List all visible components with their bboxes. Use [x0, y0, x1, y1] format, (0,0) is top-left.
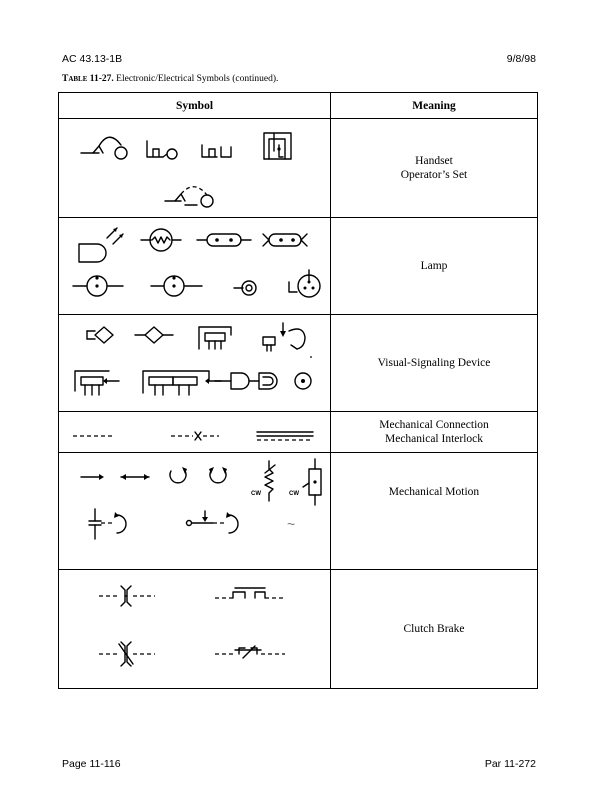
- meaning-line: Mechanical Connection: [379, 419, 489, 431]
- clutch-brake-symbols-cell: [59, 570, 331, 689]
- meaning-mechanical-connection: [331, 412, 538, 453]
- variable-clockwise-symbol: [251, 461, 275, 501]
- meaning-line: Lamp: [420, 260, 448, 272]
- multi-indicator-panel-symbol: [143, 371, 221, 395]
- indicator-lamp-symbol: [79, 228, 123, 262]
- mechanical-motion-symbols-cell: [59, 453, 331, 570]
- document-date: 9/8/98: [506, 53, 536, 65]
- engaged-brake-symbol: [215, 646, 285, 658]
- paragraph-reference: Par 11-272: [484, 758, 536, 770]
- column-header-meaning: Meaning: [331, 93, 538, 119]
- handset-symbols-cell: [59, 119, 331, 218]
- meaning-handset: [331, 119, 538, 218]
- horn-symbol: [249, 373, 277, 389]
- translation-one-direction-symbol: [81, 474, 104, 480]
- ballast-lamp-symbol: [151, 276, 202, 296]
- annunciator-symbol: [87, 327, 113, 343]
- motor-direction-symbol: [289, 459, 321, 505]
- meaning-clutch-brake: [331, 570, 538, 689]
- handset-jack-symbol: [202, 145, 231, 157]
- glow-lamp-symbol: [197, 234, 251, 246]
- meaning-line: Handset: [415, 155, 453, 167]
- mechanical-connection-symbols-drawing: [59, 412, 331, 452]
- drop-indicator-symbol: [199, 327, 231, 349]
- meaning-mechanical-motion: [331, 453, 538, 570]
- oscillation-symbol: ~: [287, 516, 296, 532]
- handset-symbols-drawing: [59, 119, 331, 217]
- rotation-both-directions-symbol: [209, 467, 227, 483]
- mechanical-connection-symbols-cell: [59, 412, 331, 453]
- table-row: [59, 453, 538, 570]
- table-number: Table 11-27.: [62, 74, 114, 84]
- visual-signaling-symbols-cell: [59, 315, 331, 412]
- translation-both-directions-symbol: [121, 474, 149, 480]
- mechanical-motion-symbols-drawing: [59, 453, 331, 569]
- fluorescent-starter-lamp-symbol: [289, 270, 320, 297]
- meaning-line: Mechanical Motion: [388, 486, 480, 498]
- rotation-one-direction-symbol: [170, 467, 187, 483]
- signal-bell-symbol: [263, 323, 312, 358]
- table-caption: [62, 74, 278, 84]
- annunciator-drop-symbol: [135, 327, 173, 343]
- symbols-table: [58, 92, 538, 689]
- engaged-clutch-symbol: [99, 642, 155, 666]
- meaning-line: Operator’s Set: [400, 169, 468, 181]
- incandescent-lamp-symbol: [141, 229, 181, 251]
- mechanical-interlock-symbol: [171, 432, 219, 440]
- spring-return-motion-symbol: [89, 509, 126, 539]
- arc-lamp-symbol: [234, 281, 256, 295]
- page-number: Page 11-116: [62, 758, 121, 770]
- meaning-visual-signaling: [331, 315, 538, 412]
- table-row: [59, 570, 538, 689]
- mechanical-linkage-symbol: [257, 432, 313, 440]
- meaning-line: Mechanical Interlock: [384, 433, 484, 445]
- detent-motion-symbol: [187, 511, 239, 533]
- meaning-line: Visual-Signaling Device: [377, 357, 491, 369]
- signal-light-symbol: [295, 373, 311, 389]
- handset-symbol: [81, 137, 127, 159]
- pilot-lamp-symbol: [73, 276, 123, 296]
- meaning-lamp: [331, 218, 538, 315]
- lamp-symbols-drawing: [59, 218, 331, 314]
- table-row: [59, 412, 538, 453]
- table-row: [59, 119, 538, 218]
- disengaged-brake-symbol: [215, 588, 285, 598]
- operators-headset-symbol: [165, 187, 213, 207]
- fluorescent-lamp-symbol: [263, 234, 307, 246]
- cw-label: CW: [251, 491, 261, 497]
- lamp-symbols-cell: [59, 218, 331, 315]
- buzzer-symbol: [215, 373, 249, 389]
- document-id: AC 43.13-1B: [62, 53, 123, 65]
- operators-set-symbol: [147, 141, 177, 159]
- multi-line-set-symbol: [264, 133, 291, 159]
- column-header-symbol: Symbol: [59, 93, 331, 119]
- disengaged-clutch-symbol: [99, 586, 155, 606]
- table-row: [59, 218, 538, 315]
- meaning-line: Clutch Brake: [403, 623, 465, 635]
- visual-signaling-symbols-drawing: [59, 315, 331, 411]
- multi-drop-signal-symbol: [75, 371, 119, 395]
- clutch-brake-symbols-drawing: [59, 570, 331, 688]
- table-header-row: [59, 93, 538, 119]
- cw-label: CW: [289, 491, 299, 497]
- table-row: [59, 315, 538, 412]
- table-title: Electronic/Electrical Symbols (continued).: [116, 74, 279, 84]
